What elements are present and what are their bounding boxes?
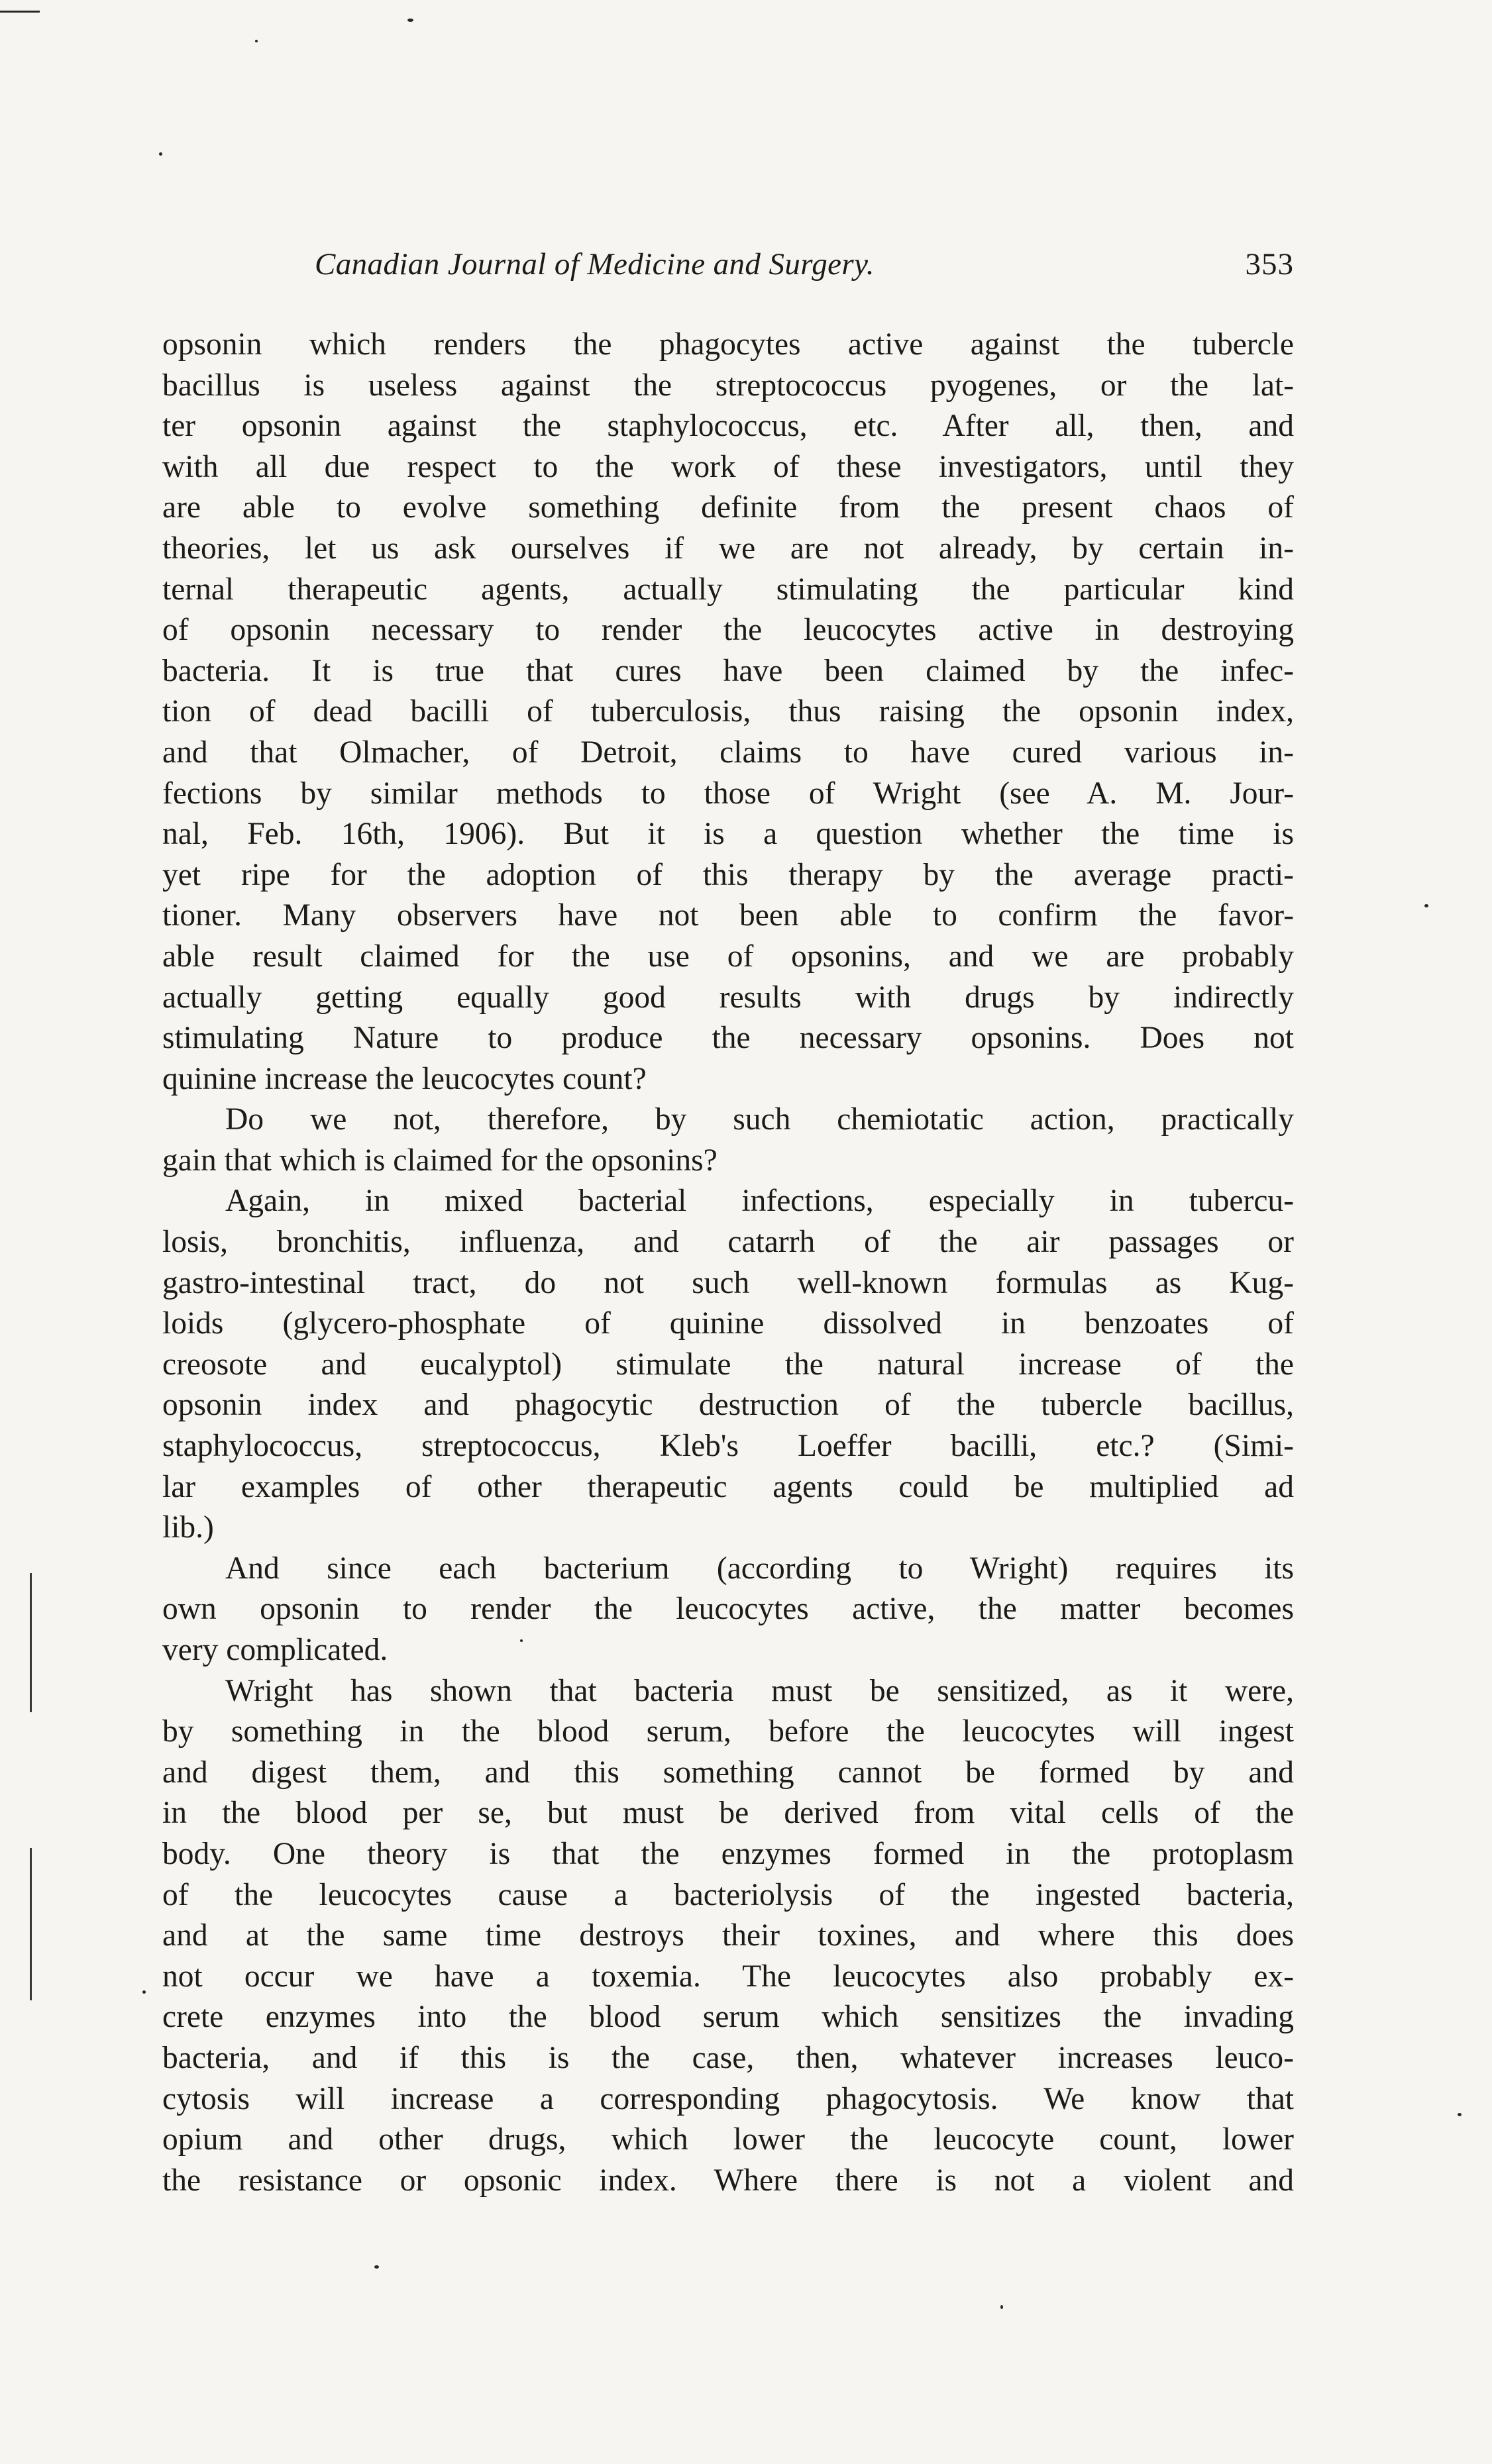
- page-number: 353: [1245, 247, 1294, 282]
- text-line: tioner. Many observers have not been able to confirm the favor-: [162, 898, 1294, 933]
- scan-speck: [159, 152, 162, 156]
- scan-speck: [1424, 904, 1428, 907]
- text-line: loids (glycero-phosphate of quinine dissolved in benzoates of: [162, 1306, 1294, 1341]
- text-line: cytosis will increase a corresponding phagocytosis. We know that: [162, 2081, 1294, 2116]
- text-line: of the leucocytes cause a bacteriolysis of the ingested bacteria,: [162, 1877, 1294, 1912]
- text-line: own opsonin to render the leucocytes active, the matter becomes: [162, 1592, 1294, 1627]
- text-line: Do we not, therefore, by such chemiotatic action, practically: [225, 1102, 1294, 1137]
- text-line: by something in the blood serum, before the leucocytes will ingest: [162, 1714, 1294, 1749]
- text-line: opsonin index and phagocytic destruction of the tubercle bacillus,: [162, 1388, 1294, 1423]
- text-line: crete enzymes into the blood serum which sensitizes the invading: [162, 2000, 1294, 2035]
- scan-speck: [520, 1639, 523, 1642]
- text-line: and at the same time destroys their toxines, and where this does: [162, 1918, 1294, 1953]
- text-line: gain that which is claimed for the opsonins?: [162, 1143, 718, 1178]
- text-line: theories, let us ask ourselves if we are not already, by certain in-: [162, 531, 1294, 566]
- text-line: yet ripe for the adoption of this therapy by the average practi-: [162, 857, 1294, 892]
- text-line: not occur we have a toxemia. The leucocytes also probably ex-: [162, 1959, 1294, 1994]
- scan-speck: [255, 40, 258, 42]
- text-line: Wright has shown that bacteria must be sensitized, as it were,: [225, 1673, 1294, 1708]
- text-line: losis, bronchitis, influenza, and catarrh of the air passages or: [162, 1225, 1294, 1260]
- running-header: [162, 246, 1294, 293]
- text-line: ter opsonin against the staphylococcus, etc. After all, then, and: [162, 409, 1294, 444]
- text-line: tion of dead bacilli of tuberculosis, thus raising the opsonin index,: [162, 694, 1294, 729]
- text-line: very complicated.: [162, 1633, 388, 1667]
- text-line: body. One theory is that the enzymes formed in the protoplasm: [162, 1836, 1294, 1871]
- text-line: fections by similar methods to those of Wright (see A. M. Jour-: [162, 776, 1294, 811]
- scan-speck: [142, 1990, 146, 1994]
- article-body: [162, 325, 1294, 2201]
- text-line: opium and other drugs, which lower the leucocyte count, lower: [162, 2122, 1294, 2157]
- text-line: bacteria, and if this is the case, then, whatever increases leuco-: [162, 2040, 1294, 2075]
- margin-mark: [30, 1848, 32, 2000]
- text-line: Again, in mixed bacterial infections, especially in tubercu-: [225, 1184, 1294, 1219]
- scan-speck: [1458, 2113, 1462, 2116]
- text-line: creosote and eucalyptol) stimulate the natural increase of the: [162, 1347, 1294, 1382]
- text-line: in the blood per se, but must be derived from vital cells of the: [162, 1796, 1294, 1831]
- scan-speck: [407, 19, 413, 22]
- text-line: opsonin which renders the phagocytes active against the tubercle: [162, 327, 1294, 362]
- paragraph-3: [162, 1181, 1294, 1548]
- journal-title: Canadian Journal of Medicine and Surgery.: [315, 247, 875, 282]
- text-line: and digest them, and this something cannot be formed by and: [162, 1755, 1294, 1790]
- text-line: the resistance or opsonic index. Where there is not a violent and: [162, 2163, 1294, 2198]
- text-line: with all due respect to the work of these investigators, until they: [162, 449, 1294, 484]
- text-line: of opsonin necessary to render the leucocytes active in destroying: [162, 613, 1294, 648]
- text-line: nal, Feb. 16th, 1906). But it is a question whether the time is: [162, 817, 1294, 852]
- text-line: bacteria. It is true that cures have been claimed by the infec-: [162, 653, 1294, 688]
- text-line: able result claimed for the use of opsonins, and we are probably: [162, 939, 1294, 974]
- text-line: gastro-intestinal tract, do not such well-known formulas as Kug-: [162, 1265, 1294, 1300]
- text-line: bacillus is useless against the streptococcus pyogenes, or the lat-: [162, 368, 1294, 403]
- text-line: staphylococcus, streptococcus, Kleb's Loeffer bacilli, etc.? (Simi-: [162, 1429, 1294, 1464]
- text-line: lar examples of other therapeutic agents could be multiplied ad: [162, 1469, 1294, 1504]
- text-line: stimulating Nature to produce the necessary opsonins. Does not: [162, 1021, 1294, 1056]
- text-line: are able to evolve something definite from the present chaos of: [162, 490, 1294, 525]
- paragraph-4: [162, 1549, 1294, 1671]
- text-line: And since each bacterium (according to Wright) requires its: [225, 1551, 1294, 1586]
- text-line: actually getting equally good results with drugs by indirectly: [162, 980, 1294, 1015]
- text-line: lib.): [162, 1510, 214, 1545]
- paragraph-1: [162, 325, 1294, 1100]
- scan-speck: [374, 2265, 379, 2269]
- scan-edge-mark: [0, 11, 40, 13]
- scan-speck: [1000, 2305, 1003, 2309]
- text-line: quinine increase the leucocytes count?: [162, 1061, 647, 1096]
- margin-mark: [30, 1573, 32, 1712]
- text-line: ternal therapeutic agents, actually stimulating the particular kind: [162, 572, 1294, 607]
- text-line: and that Olmacher, of Detroit, claims to have cured various in-: [162, 735, 1294, 770]
- paragraph-2: [162, 1100, 1294, 1181]
- paragraph-5: [162, 1671, 1294, 2202]
